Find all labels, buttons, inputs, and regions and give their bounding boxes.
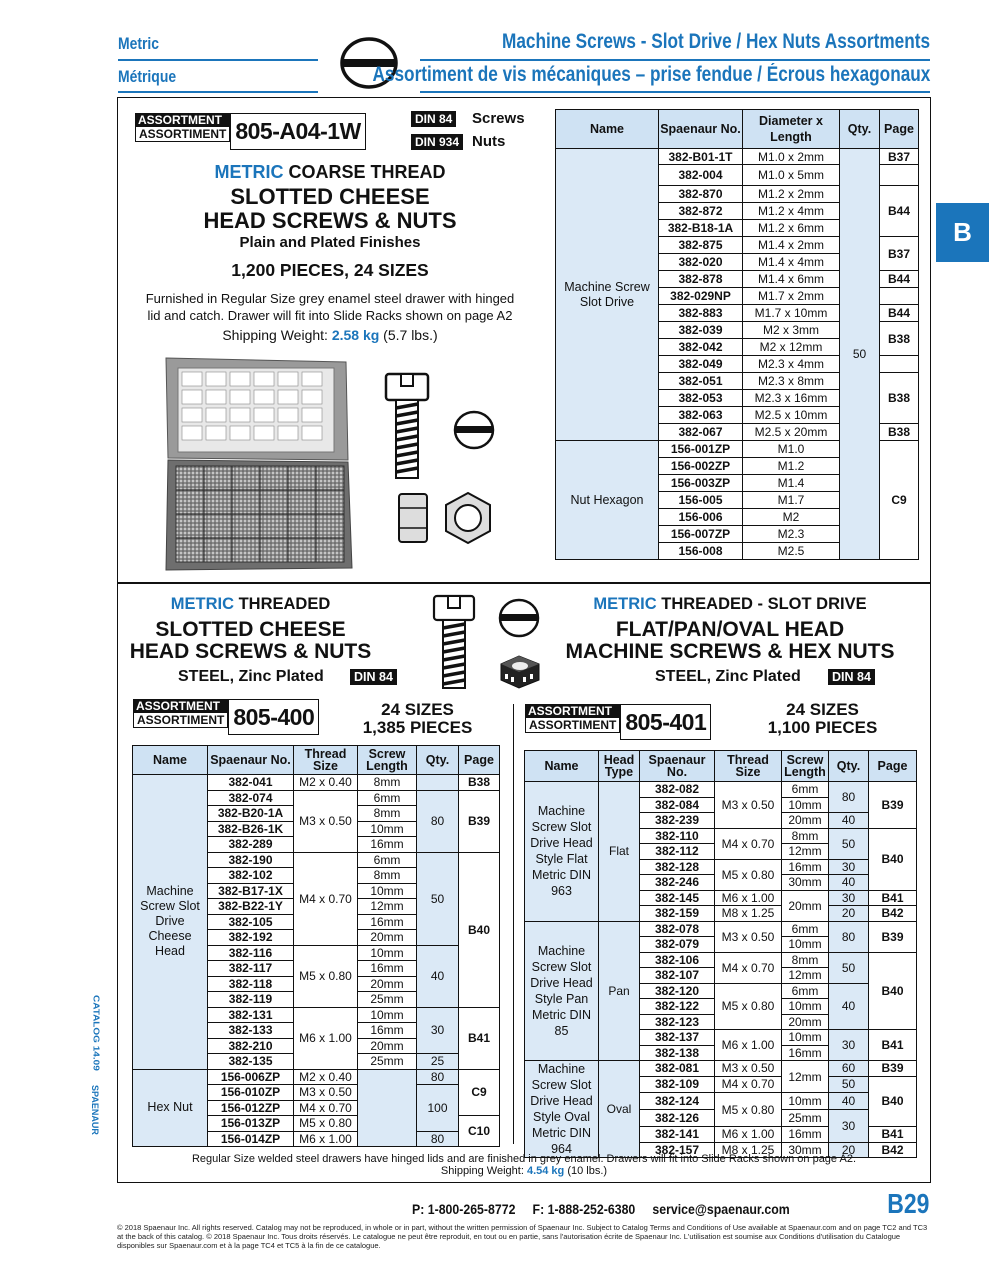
part-number: 382-B22-1Y [208, 899, 294, 915]
qty: 40 [829, 813, 869, 829]
top-title-4: Plain and Plated Finishes [239, 234, 421, 251]
part-number: 382-112 [640, 844, 715, 860]
col-page: Page [880, 110, 919, 149]
diameter-length: M2 x 3mm [743, 322, 840, 339]
part-number: 382-105 [208, 914, 294, 930]
page-ref: B37 [880, 149, 919, 165]
part-number: 156-008 [659, 543, 743, 560]
qty: 100 [417, 1085, 459, 1132]
top-description: Furnished in Regular Size grey enamel steel drawer with hinged lid and catch. Drawer will fit into Slide Racks shown on page A2 Shipping Weight: 2.58 kg (5.7 lbs.) [145, 291, 515, 343]
top-title-2: SLOTTED CHEESE [230, 184, 430, 209]
thread-size: M4 x 0.70 [715, 828, 782, 859]
screw-length: 6mm [782, 782, 829, 798]
page-ref: B41 [869, 1127, 917, 1143]
page-ref: B40 [869, 1076, 917, 1127]
qty: 50 [840, 149, 880, 560]
part-number: 382-042 [659, 339, 743, 356]
part-number: 382-239 [640, 813, 715, 829]
part-number: 382-081 [640, 1061, 715, 1077]
thread-size: M3 x 0.50 [715, 1061, 782, 1077]
page-ref: B40 [869, 952, 917, 1030]
thread-size: M2 x 0.40 [294, 775, 358, 791]
part-number: 382-039 [659, 322, 743, 339]
part-number: 382-B01-1T [659, 149, 743, 165]
page-ref: B41 [869, 890, 917, 906]
head-type: Flat [599, 782, 640, 922]
part-number: 382-107 [640, 968, 715, 984]
screw-length: 10mm [782, 1030, 829, 1046]
part-number: 382-109 [640, 1076, 715, 1093]
diameter-length: M1.2 x 2mm [743, 186, 840, 203]
top-assortment-table [555, 109, 919, 560]
col-no: Spaenaur No. [659, 110, 743, 149]
screw-length: 16mm [782, 1045, 829, 1061]
left-title-3: HEAD SCREWS & NUTS [129, 640, 372, 663]
screw-length: 8mm [358, 806, 417, 822]
group-name: Machine Screw Slot Drive Cheese Head [133, 775, 208, 1070]
diameter: M1.2 [743, 458, 840, 475]
screw-length: 20mm [358, 976, 417, 992]
part-number: 156-013ZP [208, 1116, 294, 1132]
screw-length: 8mm [782, 952, 829, 968]
page-ref: B38 [459, 775, 500, 791]
thread-size: M6 x 1.00 [715, 1127, 782, 1143]
screw-length: 16mm [358, 837, 417, 853]
diameter-length: M2.3 x 4mm [743, 356, 840, 373]
diameter: M2.3 [743, 526, 840, 543]
header-title-fr: Assortiment de vis mécaniques – prise fendue / Écrous hexagonaux [372, 63, 930, 86]
qty: 25 [417, 1054, 459, 1070]
table-row [525, 1061, 917, 1077]
side-catalog: CATALOG 14.09 [90, 995, 101, 1071]
screw-length: 20mm [358, 1038, 417, 1054]
header-metric-fr: Métrique [118, 67, 177, 86]
diameter-length: M2.5 x 10mm [743, 407, 840, 424]
thread-size: M5 x 0.80 [294, 945, 358, 1007]
hex-nut-side-icon [395, 490, 433, 546]
part-number: 156-002ZP [659, 458, 743, 475]
diameter-length: M1.0 x 5mm [743, 165, 840, 186]
top-title-1: METRIC COARSE THREAD [214, 162, 446, 182]
part-number: 382-124 [640, 1093, 715, 1110]
qty: 30 [829, 859, 869, 875]
part-number: 382-128 [640, 859, 715, 875]
qty: 80 [417, 1131, 459, 1147]
screw-length: 20mm [358, 930, 417, 946]
thread-size: M6 x 1.00 [715, 1030, 782, 1061]
part-number: 382-084 [640, 797, 715, 813]
page-ref: C10 [459, 1116, 500, 1147]
part-number: 382-020 [659, 254, 743, 271]
page-ref: B39 [869, 1061, 917, 1077]
assortment-box-805-401: ASSORTMENT ASSORTIMENT 805-401 [525, 704, 711, 740]
part-number: 382-B26-1K [208, 821, 294, 837]
thread-size: M3 x 0.50 [294, 790, 358, 852]
part-number: 382-137 [640, 1030, 715, 1046]
screw-length: 16mm [358, 914, 417, 930]
thread-size: M4 x 0.70 [294, 1100, 358, 1116]
part-number: 382-079 [640, 937, 715, 953]
part-number: 382-135 [208, 1054, 294, 1070]
part-number: 156-003ZP [659, 475, 743, 492]
group-name: Nut Hexagon [556, 441, 659, 560]
assortment-box-805-400: ASSORTMENT ASSORTIMENT 805-400 [133, 699, 319, 735]
part-number: 382-102 [208, 868, 294, 884]
part-number: 382-119 [208, 992, 294, 1008]
screw-length: 10mm [358, 821, 417, 837]
page-ref: B38 [880, 373, 919, 424]
part-number: 156-014ZP [208, 1131, 294, 1147]
steel-drawer-image [164, 356, 354, 574]
thread-size: M3 x 0.50 [715, 921, 782, 952]
table-row [133, 775, 500, 791]
qty: 80 [829, 782, 869, 813]
screw-length: 20mm [782, 890, 829, 921]
diameter-length: M2.5 x 20mm [743, 424, 840, 441]
part-number: 382-041 [208, 775, 294, 791]
part-number: 382-110 [640, 828, 715, 844]
qty: 50 [829, 828, 869, 859]
hex-nut-3d-icon [493, 652, 545, 692]
qty: 80 [417, 790, 459, 852]
screw-length: 10mm [358, 945, 417, 961]
part-number: 156-005 [659, 492, 743, 509]
page-ref: B38 [880, 322, 919, 356]
right-title-3: MACHINE SCREWS & HEX NUTS [565, 640, 895, 663]
part-number: 382-145 [640, 890, 715, 906]
page-ref: B38 [880, 424, 919, 441]
part-number: 382-246 [640, 875, 715, 891]
thread-size: M4 x 0.70 [715, 952, 782, 983]
part-number: 382-106 [640, 952, 715, 968]
head-type: Pan [599, 921, 640, 1061]
qty [417, 775, 459, 791]
thread-size: M4 x 0.70 [715, 1076, 782, 1093]
thread-size: M5 x 0.80 [715, 859, 782, 890]
diameter-length: M1.7 x 2mm [743, 288, 840, 305]
part-number: 382-051 [659, 373, 743, 390]
thread-size: M3 x 0.50 [294, 1085, 358, 1101]
page-number: B29 [886, 1188, 929, 1219]
qty: 60 [829, 1061, 869, 1077]
screw-length: 6mm [782, 983, 829, 999]
screw-length: 30mm [782, 1142, 829, 1158]
footer-contacts [412, 1201, 790, 1217]
diameter-length: M1.4 x 4mm [743, 254, 840, 271]
qty: 40 [829, 983, 869, 1030]
part-number: 382-883 [659, 305, 743, 322]
footer-phone[interactable]: P: 1-800-265-8772 [412, 1201, 516, 1217]
part-number: 382-029NP [659, 288, 743, 305]
thread-size: M6 x 1.00 [294, 1007, 358, 1069]
screw-length: 10mm [782, 797, 829, 813]
diameter-length: M2.3 x 16mm [743, 390, 840, 407]
screw-length: 10mm [782, 1093, 829, 1110]
screw-length: 12mm [782, 968, 829, 984]
col-diameter: Diameter x Length [743, 110, 840, 149]
part-number: 156-010ZP [208, 1085, 294, 1101]
slot-head-top-view-icon-2 [497, 598, 541, 638]
part-number: 156-006ZP [208, 1069, 294, 1085]
part-number: 382-875 [659, 237, 743, 254]
diameter-length: M1.4 x 6mm [743, 271, 840, 288]
page-ref: B37 [880, 237, 919, 271]
qty: 30 [829, 890, 869, 906]
left-pieces: 1,385 PIECES [362, 718, 473, 737]
part-number: 382-B20-1A [208, 806, 294, 822]
screw-length: 16mm [782, 1127, 829, 1143]
group-name: Machine Screw Slot Drive Head Style Flat Metric DIN 963 [525, 782, 599, 922]
part-number: 382-138 [640, 1045, 715, 1061]
screw-length: 6mm [358, 790, 417, 806]
diameter: M2.5 [743, 543, 840, 560]
part-number: 382-289 [208, 837, 294, 853]
diameter-length: M1.0 x 2mm [743, 149, 840, 165]
part-number: 382-157 [640, 1142, 715, 1158]
screw-length: 10mm [782, 999, 829, 1015]
page-ref: C9 [880, 441, 919, 560]
col-name: Name [556, 110, 659, 149]
screw-length: 12mm [358, 899, 417, 915]
din-nuts-badge: DIN 934 [411, 134, 463, 150]
part-number: 382-078 [640, 921, 715, 937]
part-number: 382-159 [640, 906, 715, 922]
screw-length: 20mm [782, 1014, 829, 1030]
page-ref: B44 [880, 186, 919, 237]
screw-length: 6mm [358, 852, 417, 868]
part-number: 382-116 [208, 945, 294, 961]
part-number: 382-063 [659, 407, 743, 424]
part-number: 382-B18-1A [659, 220, 743, 237]
diameter: M1.0 [743, 441, 840, 458]
bottom-note: Regular Size welded steel drawers have hinged lids and are finished in grey enamel. Drawers will fit into Slide Racks shown on page A2. Shipping Weight: 4.54 kg (10 lbs.) [191, 1153, 857, 1177]
part-number: 382-049 [659, 356, 743, 373]
part-number: 382-082 [640, 782, 715, 798]
part-number: 382-117 [208, 961, 294, 977]
right-sizes: 24 SIZES [786, 700, 859, 719]
qty: 20 [829, 906, 869, 922]
slot-head-top-view-icon [452, 410, 496, 450]
table-row [525, 782, 917, 798]
page-ref [880, 165, 919, 186]
left-title-1: METRIC THREADED [170, 595, 331, 613]
part-number: 382-118 [208, 976, 294, 992]
assortment-box-top: ASSORTMENT ASSORTIMENT 805-A04-1W [135, 113, 366, 150]
cheese-head-screw-illustration-2 [430, 592, 482, 692]
part-number: 382-192 [208, 930, 294, 946]
screw-length: 10mm [358, 883, 417, 899]
screw-length: 16mm [358, 961, 417, 977]
part-number: 382-004 [659, 165, 743, 186]
part-number: 382-878 [659, 271, 743, 288]
top-pieces: 1,200 PIECES, 24 SIZES [231, 260, 429, 280]
qty: 30 [829, 1030, 869, 1061]
screw-length: 25mm [358, 1054, 417, 1070]
diameter: M1.7 [743, 492, 840, 509]
page-ref: B39 [869, 921, 917, 952]
part-number: 382-210 [208, 1038, 294, 1054]
hex-nut-top-icon [440, 490, 496, 546]
qty: 40 [829, 875, 869, 891]
part-number: 382-141 [640, 1127, 715, 1143]
part-number: 382-053 [659, 390, 743, 407]
screw-length: 8mm [358, 868, 417, 884]
page-ref: B44 [880, 271, 919, 288]
thread-size: M5 x 0.80 [715, 983, 782, 1030]
part-number: 382-123 [640, 1014, 715, 1030]
assortment-number: 805-A04-1W [230, 113, 365, 150]
left-assortment-table: Name Spaenaur No. Thread Size Screw Length Qty. Page Machine Screw Slot Drive Cheese Head 382-041 M2 x 0.40 8mm B38 382-074 M3 x 0.50 6mm 80 B39 382-B20-1A 8mm 382-B26-1K 10mm 382-289 16mm 382-190 M4 x 0.70 6mm 50 B40 382-102 8mm 382-B17-1X 10mm 382-B22-1Y 12mm 382-105 16mm 382-192 20mm 382-116 M5 x 0.80 10mm 40 382-117 16mm 382-118 20mm 382-119 25mm 382-131 M6 x 1.00 10mm 30 B41 382-133 16mm 382-210 20mm 382-135 25mm 25 Hex Nut 156-006ZP M2 x 0.40 80 C9 156-010ZP M3 x 0.50 100 156-012ZP M4 x 0.70 156-013ZP M5 x 0.80 C10 156-014ZP M6 x 1.00 80 [132, 745, 500, 1147]
side-brand: SPAENAUR [90, 1085, 100, 1135]
diameter-length: M1.7 x 10mm [743, 305, 840, 322]
left-din-badge: DIN 84 [350, 669, 397, 685]
part-number: 382-067 [659, 424, 743, 441]
top-title-3: HEAD SCREWS & NUTS [203, 208, 457, 233]
part-number: 382-190 [208, 852, 294, 868]
screw-length: 6mm [782, 921, 829, 937]
qty: 50 [829, 952, 869, 983]
page-ref: B39 [869, 782, 917, 829]
screw-length: 16mm [358, 1023, 417, 1039]
right-din-badge: DIN 84 [828, 669, 875, 685]
diameter-length: M2 x 12mm [743, 339, 840, 356]
screw-length: 10mm [358, 1007, 417, 1023]
part-number: 382-131 [208, 1007, 294, 1023]
part-number: 156-006 [659, 509, 743, 526]
screw-length: 25mm [782, 1110, 829, 1127]
page-ref: B44 [880, 305, 919, 322]
part-number: 156-007ZP [659, 526, 743, 543]
head-type: Oval [599, 1061, 640, 1158]
part-number: 382-B17-1X [208, 883, 294, 899]
qty: 50 [829, 1076, 869, 1093]
left-sizes: 24 SIZES [381, 700, 454, 719]
page-ref: B39 [459, 790, 500, 852]
thread-size: M5 x 0.80 [715, 1093, 782, 1127]
thread-size: M3 x 0.50 [715, 782, 782, 829]
part-number: 382-074 [208, 790, 294, 806]
screw-length: 12mm [782, 844, 829, 860]
diameter: M1.4 [743, 475, 840, 492]
footer-fax[interactable]: F: 1-888-252-6380 [532, 1201, 636, 1217]
screw-length: 12mm [782, 1061, 829, 1093]
left-steel: STEEL, Zinc Plated [178, 668, 324, 685]
page-ref: C9 [459, 1069, 500, 1116]
screw-length: 25mm [358, 992, 417, 1008]
group-name: Machine Screw Slot Drive [556, 149, 659, 441]
screw-length: 16mm [782, 859, 829, 875]
table-row [556, 149, 919, 165]
right-assortment-table: Name Head Type Spaenaur No. Thread Size Screw Length Qty. Page Machine Screw Slot Drive Head Style Flat Metric DIN 963 Flat 382-082 M3 x 0.50 6mm 80 B39 382-084 10mm 382-239 20mm 40 382-110 M4 x 0.70 8mm 50 B40 382-112 12mm 382-128 M5 x 0.80 16mm 30 382-246 30mm 40 382-145 M6 x 1.00 20mm 30 B41 382-159 M8 x 1.25 20 B42 Machine Screw Slot Drive Head Style Pan Metric DIN 85 Pan 382-078 M3 x 0.50 6mm 80 B39 382-079 10mm 382-106 M4 x 0.70 8mm 50 B40 382-107 12mm 382-120 M5 x 0.80 6mm 40 382-122 10mm 382-123 20mm 382-137 M6 x 1.00 10mm 30 B41 382-138 16mm Machine Screw Slot Drive Head Style Oval Metric DIN 964 Oval 382-081 M3 x 0.50 12mm 60 B39 382-109 M4 x 0.70 50 B40 382-124 M5 x 0.80 10mm 40 382-126 25mm 30 382-141 M6 x 1.00 16mm B41 382-157 M8 x 1.25 30mm 20 B42 [524, 750, 917, 1158]
part-number: 156-012ZP [208, 1100, 294, 1116]
left-title-2: SLOTTED CHEESE [155, 618, 346, 641]
qty: 40 [829, 1093, 869, 1110]
qty: 50 [417, 852, 459, 945]
page-ref [880, 356, 919, 373]
part-number: 382-870 [659, 186, 743, 203]
part-number: 382-126 [640, 1110, 715, 1127]
copyright-text: © 2018 Spaenaur Inc. All rights reserved. Catalog may not be reproduced, in whole or in part, without the written permission of Spaenaur Inc. Subject to Catalog Terms and Conditions of Use available at Spaenaur.com and on page TC2 and TC3 at the back of this catalog. © 2018 Spaenaur Inc. Tous droits réservés. Le catalogue ne peut être reproduit, en tout ou en partie, sans l'autorisation écrite de Spaenaur Inc. L'utilisation est soumise aux Conditions d'utilisation du Catalogue disponibles sur Spaenaur.com et à la page TC4 et TC5 à la fin de ce catalogue. [117, 1223, 928, 1250]
diameter-length: M1.4 x 2mm [743, 237, 840, 254]
screw-length [358, 1069, 417, 1147]
thread-size: M6 x 1.00 [294, 1131, 358, 1147]
page-ref: B42 [869, 906, 917, 922]
qty: 80 [829, 921, 869, 952]
group-name: Hex Nut [133, 1069, 208, 1147]
header-metric-en: Metric [118, 34, 160, 53]
page-ref: B42 [869, 1142, 917, 1158]
thread-size: M6 x 1.00 [715, 890, 782, 906]
part-number: 382-120 [640, 983, 715, 999]
qty: 30 [829, 1110, 869, 1142]
right-steel: STEEL, Zinc Plated [655, 668, 801, 685]
right-pieces: 1,100 PIECES [767, 718, 878, 737]
header-title-en: Machine Screws - Slot Drive / Hex Nuts Assortments [501, 30, 930, 53]
screw-length: 8mm [782, 828, 829, 844]
screw-length: 10mm [782, 937, 829, 953]
diameter-length: M2.3 x 8mm [743, 373, 840, 390]
thread-size: M5 x 0.80 [294, 1116, 358, 1132]
right-title-1: METRIC THREADED - SLOT DRIVE [593, 595, 867, 613]
col-qty: Qty. [840, 110, 880, 149]
screw-length: 30mm [782, 875, 829, 891]
footer-email[interactable]: service@spaenaur.com [652, 1201, 790, 1217]
diameter: M2 [743, 509, 840, 526]
thread-size: M8 x 1.25 [715, 1142, 782, 1158]
screw-length: 20mm [782, 813, 829, 829]
part-number: 382-872 [659, 203, 743, 220]
table-row [133, 1069, 500, 1085]
thread-size: M2 x 0.40 [294, 1069, 358, 1085]
qty: 40 [417, 945, 459, 1007]
qty: 30 [417, 1007, 459, 1054]
page-ref: B41 [869, 1030, 917, 1061]
part-number: 382-133 [208, 1023, 294, 1039]
part-number: 156-001ZP [659, 441, 743, 458]
diameter-length: M1.2 x 4mm [743, 203, 840, 220]
page-ref [880, 288, 919, 305]
qty: 20 [829, 1142, 869, 1158]
page-ref: B41 [459, 1007, 500, 1069]
right-title-2: FLAT/PAN/OVAL HEAD [615, 618, 845, 641]
screw-length: 8mm [358, 775, 417, 791]
group-name: Machine Screw Slot Drive Head Style Pan Metric DIN 85 [525, 921, 599, 1061]
din-screws-badge: DIN 84 [411, 111, 456, 127]
table-row [525, 921, 917, 937]
page-ref: B40 [869, 828, 917, 890]
group-name: Machine Screw Slot Drive Head Style Oval Metric DIN 964 [525, 1061, 599, 1158]
diameter-length: M1.2 x 6mm [743, 220, 840, 237]
page-ref: B40 [459, 852, 500, 1007]
cheese-head-screw-illustration [378, 372, 438, 482]
qty: 80 [417, 1069, 459, 1085]
thread-size: M8 x 1.25 [715, 906, 782, 922]
part-number: 382-122 [640, 999, 715, 1015]
thread-size: M4 x 0.70 [294, 852, 358, 945]
section-tab-b[interactable]: B [936, 203, 989, 262]
